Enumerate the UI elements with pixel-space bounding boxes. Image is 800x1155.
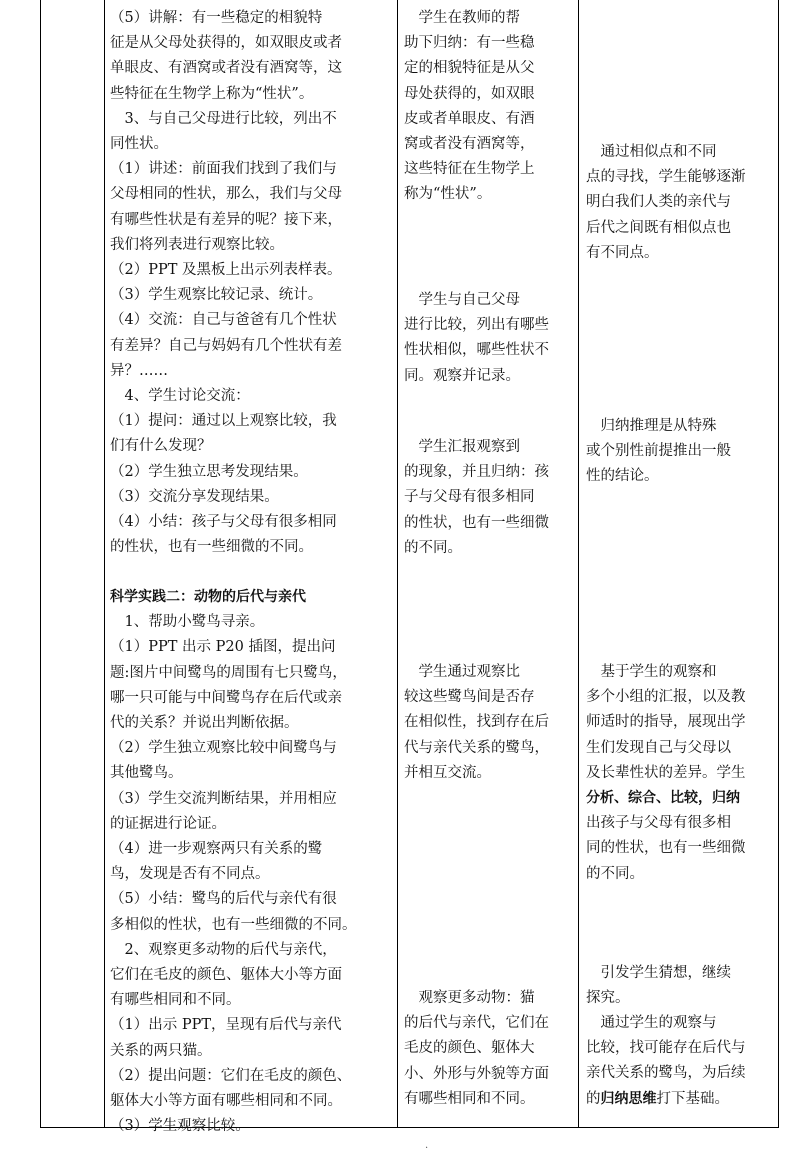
text-line: 性的结论。	[586, 468, 659, 485]
bold-keywords: 分析、综合、比较，归纳	[586, 790, 740, 807]
text-line: 的不同。	[404, 539, 462, 556]
text-line: 些特征在生物学上称为“性状”。	[110, 85, 314, 102]
text-line: 1、帮助小鹭鸟寻亲。	[110, 614, 265, 631]
text-line: 的性状，也有一些细微的不同。	[110, 539, 313, 556]
section-title: 科学实践二：动物的后代与亲代	[110, 589, 306, 605]
text-line: （1）出示 PPT，呈现有后代与亲代	[110, 1017, 342, 1034]
text-line: 2、观察更多动物的后代与亲代，	[110, 941, 337, 958]
text-line: 有哪些相同和不同。	[404, 1090, 535, 1107]
student-block	[404, 6, 535, 208]
text-line: 助下归纳：有一些稳	[404, 35, 535, 52]
text-line: 亲代关系的鹭鸟，为后续	[586, 1065, 746, 1082]
text-line: 哪一只可能与中间鹭鸟存在后代或亲	[110, 689, 342, 706]
text-line: （2）学生独立观察比较中间鹭鸟与	[110, 740, 337, 757]
text-line: 引发学生猜想，继续	[586, 965, 731, 981]
text-line: 代与亲代关系的鹭鸟，	[404, 739, 549, 756]
text-line: 题:图片中间鹭鸟的周围有七只鹭鸟，	[110, 664, 347, 681]
text-line: （5）小结：鹭鸟的后代与亲代有很	[110, 891, 337, 908]
text-line: 定的相貌特征是从父	[404, 60, 535, 77]
text-line: （2）PPT 及黑板上出示列表样表。	[110, 262, 342, 279]
text-line: 有差异？自己与妈妈有几个性状有差	[110, 337, 342, 354]
text-line: 其他鹭鸟。	[110, 765, 183, 782]
text-line: （4）小结：孩子与父母有很多相同	[110, 514, 337, 531]
text-line: 出孩子与父母有很多相	[586, 815, 731, 832]
intent-block	[586, 961, 731, 1011]
text-line: 学生在教师的帮	[404, 10, 520, 26]
text-line: 异？……	[110, 362, 168, 379]
student-block	[404, 660, 549, 786]
activity-section-2	[110, 585, 400, 1139]
table-divider	[578, 0, 579, 1128]
text-line: 们有什么发现？	[110, 438, 212, 455]
intent-block	[586, 414, 731, 490]
text-line: 称为“性状”。	[404, 186, 492, 203]
text-line: 进行比较，列出有哪些	[404, 317, 549, 334]
activity-text-part2	[110, 610, 400, 1139]
text-line: 通过学生的观察与	[586, 1015, 717, 1031]
text-line: （3）交流分享发现结果。	[110, 488, 279, 505]
text-line: 这些特征在生物学上	[404, 161, 535, 178]
text-line: （5）讲解：有一些稳定的相貌特	[110, 10, 323, 26]
text-line: 归纳推理是从特殊	[586, 418, 717, 434]
text-line: 毛皮的颜色、躯体大	[404, 1040, 535, 1057]
table-divider	[104, 0, 105, 1128]
student-block	[404, 435, 549, 561]
text-line: 生们发现自己与父母以	[586, 739, 731, 756]
text-line: 点的寻找，学生能够逐渐	[586, 169, 746, 186]
bold-keywords: 归纳思维	[600, 1090, 657, 1107]
text-line: （1）讲述：前面我们找到了我们与	[110, 161, 337, 178]
text-line: 学生汇报观察到	[404, 439, 520, 455]
text-line: 及长辈性状的差异。学生	[586, 764, 746, 781]
text-line: 单眼皮、有酒窝或者没有酒窝等，这	[110, 60, 342, 77]
text-line: 代的关系？并说出判断依据。	[110, 715, 299, 732]
text-line: 性状相似，哪些性状不	[404, 342, 549, 359]
text-line: 在相似性，找到存在后	[404, 714, 549, 731]
text-line: 躯体大小等方面有哪些相同和不同。	[110, 1093, 342, 1110]
text-line: （2）学生独立思考发现结果。	[110, 463, 308, 480]
text-line: 比较，找可能存在后代与	[586, 1040, 746, 1057]
text-line: （4）进一步观察两只有关系的鹭	[110, 841, 323, 858]
text-line: 鸟，发现是否有不同点。	[110, 866, 270, 883]
page-mark: .	[425, 1140, 429, 1151]
text-line: 关系的两只猫。	[110, 1042, 212, 1059]
text-line: 窝或者没有酒窝等，	[404, 136, 535, 153]
student-block	[404, 986, 549, 1112]
text-line: （4）交流：自己与爸爸有几个性状	[110, 312, 337, 329]
text-line: 有不同点。	[586, 244, 659, 261]
text-line: 的性状，也有一些细微	[404, 514, 549, 531]
text-line: 有哪些性状是有差异的呢？接下来，	[110, 211, 342, 228]
text-line: （3）学生交流判断结果，并用相应	[110, 790, 337, 807]
text-line: （1）提问：通过以上观察比较，我	[110, 413, 337, 430]
text-line: 母处获得的，如双眼	[404, 85, 535, 102]
text-line: 有哪些相同和不同。	[110, 992, 241, 1009]
text-line: （1）PPT 出示 P20 插图，提出问	[110, 639, 336, 656]
text-line: 后代之间既有相似点也	[586, 219, 731, 236]
text-line: （2）提出问题：它们在毛皮的颜色、	[110, 1067, 352, 1084]
text-line: 同的性状，也有一些细微	[586, 840, 746, 857]
activity-text-part1	[110, 6, 390, 560]
text-line: 多相似的性状，也有一些细微的不同。	[110, 916, 357, 933]
text-line: 同。观察并记录。	[404, 367, 520, 384]
text-line: （3）学生观察比较。	[110, 1118, 250, 1135]
text-line: 多个小组的汇报，以及教	[586, 689, 746, 706]
text-line: 较这些鹭鸟间是否存	[404, 689, 535, 706]
intent-block	[586, 660, 746, 887]
text-line: 的不同。	[586, 865, 644, 882]
text-line: 小、外形与外貌等方面	[404, 1065, 549, 1082]
text-line: 观察更多动物：猫	[404, 990, 535, 1006]
student-block	[404, 288, 549, 389]
text-line: 皮或者单眼皮、有酒	[404, 110, 535, 127]
text-line: 明白我们人类的亲代与	[586, 194, 731, 211]
text-line: 探究。	[586, 990, 630, 1007]
text-line: 3、与自己父母进行比较，列出不	[110, 110, 337, 127]
text-line: 它们在毛皮的颜色、躯体大小等方面	[110, 967, 342, 984]
text-line: 4、学生讨论交流：	[110, 388, 250, 405]
text-line: 我们将列表进行观察比较。	[110, 236, 284, 253]
text-line: 的现象，并且归纳：孩	[404, 464, 549, 481]
text-line: 父母相同的性状，那么，我们与父母	[110, 186, 342, 203]
text-line: 师适时的指导，展现出学	[586, 714, 746, 731]
text-line: 的证据进行论证。	[110, 815, 226, 832]
text-line: 征是从父母处获得的，如双眼皮或者	[110, 35, 342, 52]
intent-line: 的归纳思维打下基础。	[586, 1090, 729, 1107]
text-line: 基于学生的观察和	[586, 664, 717, 680]
text-line: 的后代与亲代，它们在	[404, 1015, 549, 1032]
text-line: 通过相似点和不同	[586, 144, 717, 160]
text-line: 学生与自己父母	[404, 292, 520, 308]
text-line: 并相互交流。	[404, 764, 491, 781]
text-line: 或个别性前提推出一般	[586, 443, 731, 460]
text-line: 同性状。	[110, 136, 168, 153]
intent-block	[586, 140, 746, 266]
intent-block	[586, 1011, 746, 1112]
teacher-activity-column	[110, 6, 390, 1135]
text-line: （3）学生观察比较记录、统计。	[110, 287, 323, 304]
text-line: 子与父母有很多相同	[404, 489, 535, 506]
text-line: 学生通过观察比	[404, 664, 520, 680]
